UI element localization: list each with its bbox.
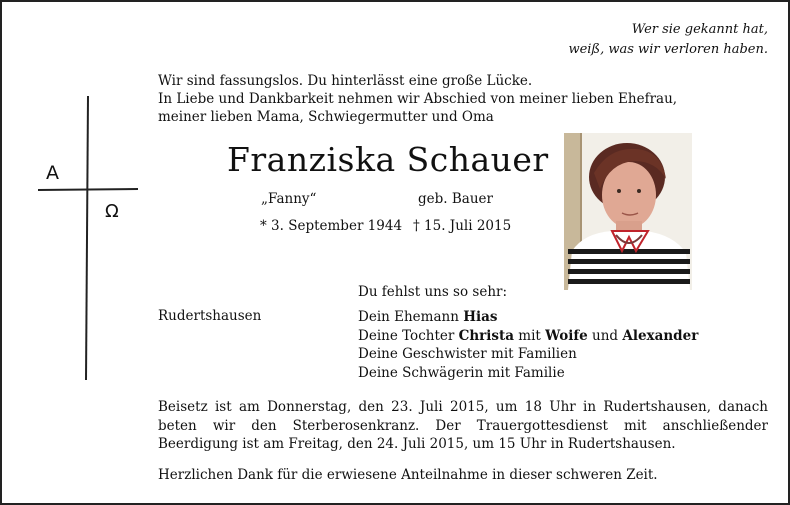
mourner-sister-in-law: Deine Schwägerin mit Familie [358,364,565,381]
mourner-relation-label: Deine Tochter [358,327,459,344]
thanks-text: Herzlichen Dank für die erwiesene Anteilnahme in dieser schweren Zeit. [158,467,658,483]
mourners-list [358,308,698,382]
mourner-daughter [358,327,698,346]
mourner-name: Hias [463,309,498,325]
omega-symbol: Ω [105,201,119,222]
mourner-name: Woife [545,327,588,344]
intro-text [158,72,677,126]
deceased-name: Franziska Schauer [227,140,549,179]
motto-line-1: Wer sie gekannt hat, [631,22,768,37]
mourner-relation-label: Dein Ehemann [358,309,464,325]
intro-line-1: Wir sind fassungslos. Du hinterlässt eine große Lücke. [158,73,533,89]
alpha-symbol: A [46,162,59,184]
mourner-name: Christa [458,327,514,344]
mourners-heading: Du fehlst uns so sehr: [358,284,508,300]
mourner-siblings: Deine Geschwister mit Familien [358,346,577,362]
motto-quote [568,20,768,60]
cross-icon [32,92,152,392]
intro-line-3: meiner lieben Mama, Schwiegermutter und Oma [158,109,494,125]
death-date: † 15. Juli 2015 [413,218,512,234]
maiden-name: geb. Bauer [418,191,493,207]
birth-date: * 3. September 1944 [260,218,403,234]
motto-line-2: weiß, was wir verloren haben. [568,42,768,57]
funeral-details: Beisetz ist am Donnerstag, den 23. Juli 2015, um 18 Uhr in Rudertshausen, danach beten wir den Sterberosenkranz. Der Trauergottesdienst mit anschließender Beerdigung ist am Freitag, den 24. Juli 2015, um 15 Uhr in Rudertshausen. [158,399,768,452]
intro-line-2: In Liebe und Dankbarkeit nehmen wir Abschied von meiner lieben Ehefrau, [158,91,678,107]
mourner-name: Alexander [622,327,699,344]
portrait-photo [564,133,692,290]
place: Rudertshausen [158,308,262,324]
conjunction-text: mit [514,327,546,344]
mourner-husband [358,308,698,327]
conjunction-text: und [587,327,623,344]
nickname: „Fanny“ [261,191,317,207]
